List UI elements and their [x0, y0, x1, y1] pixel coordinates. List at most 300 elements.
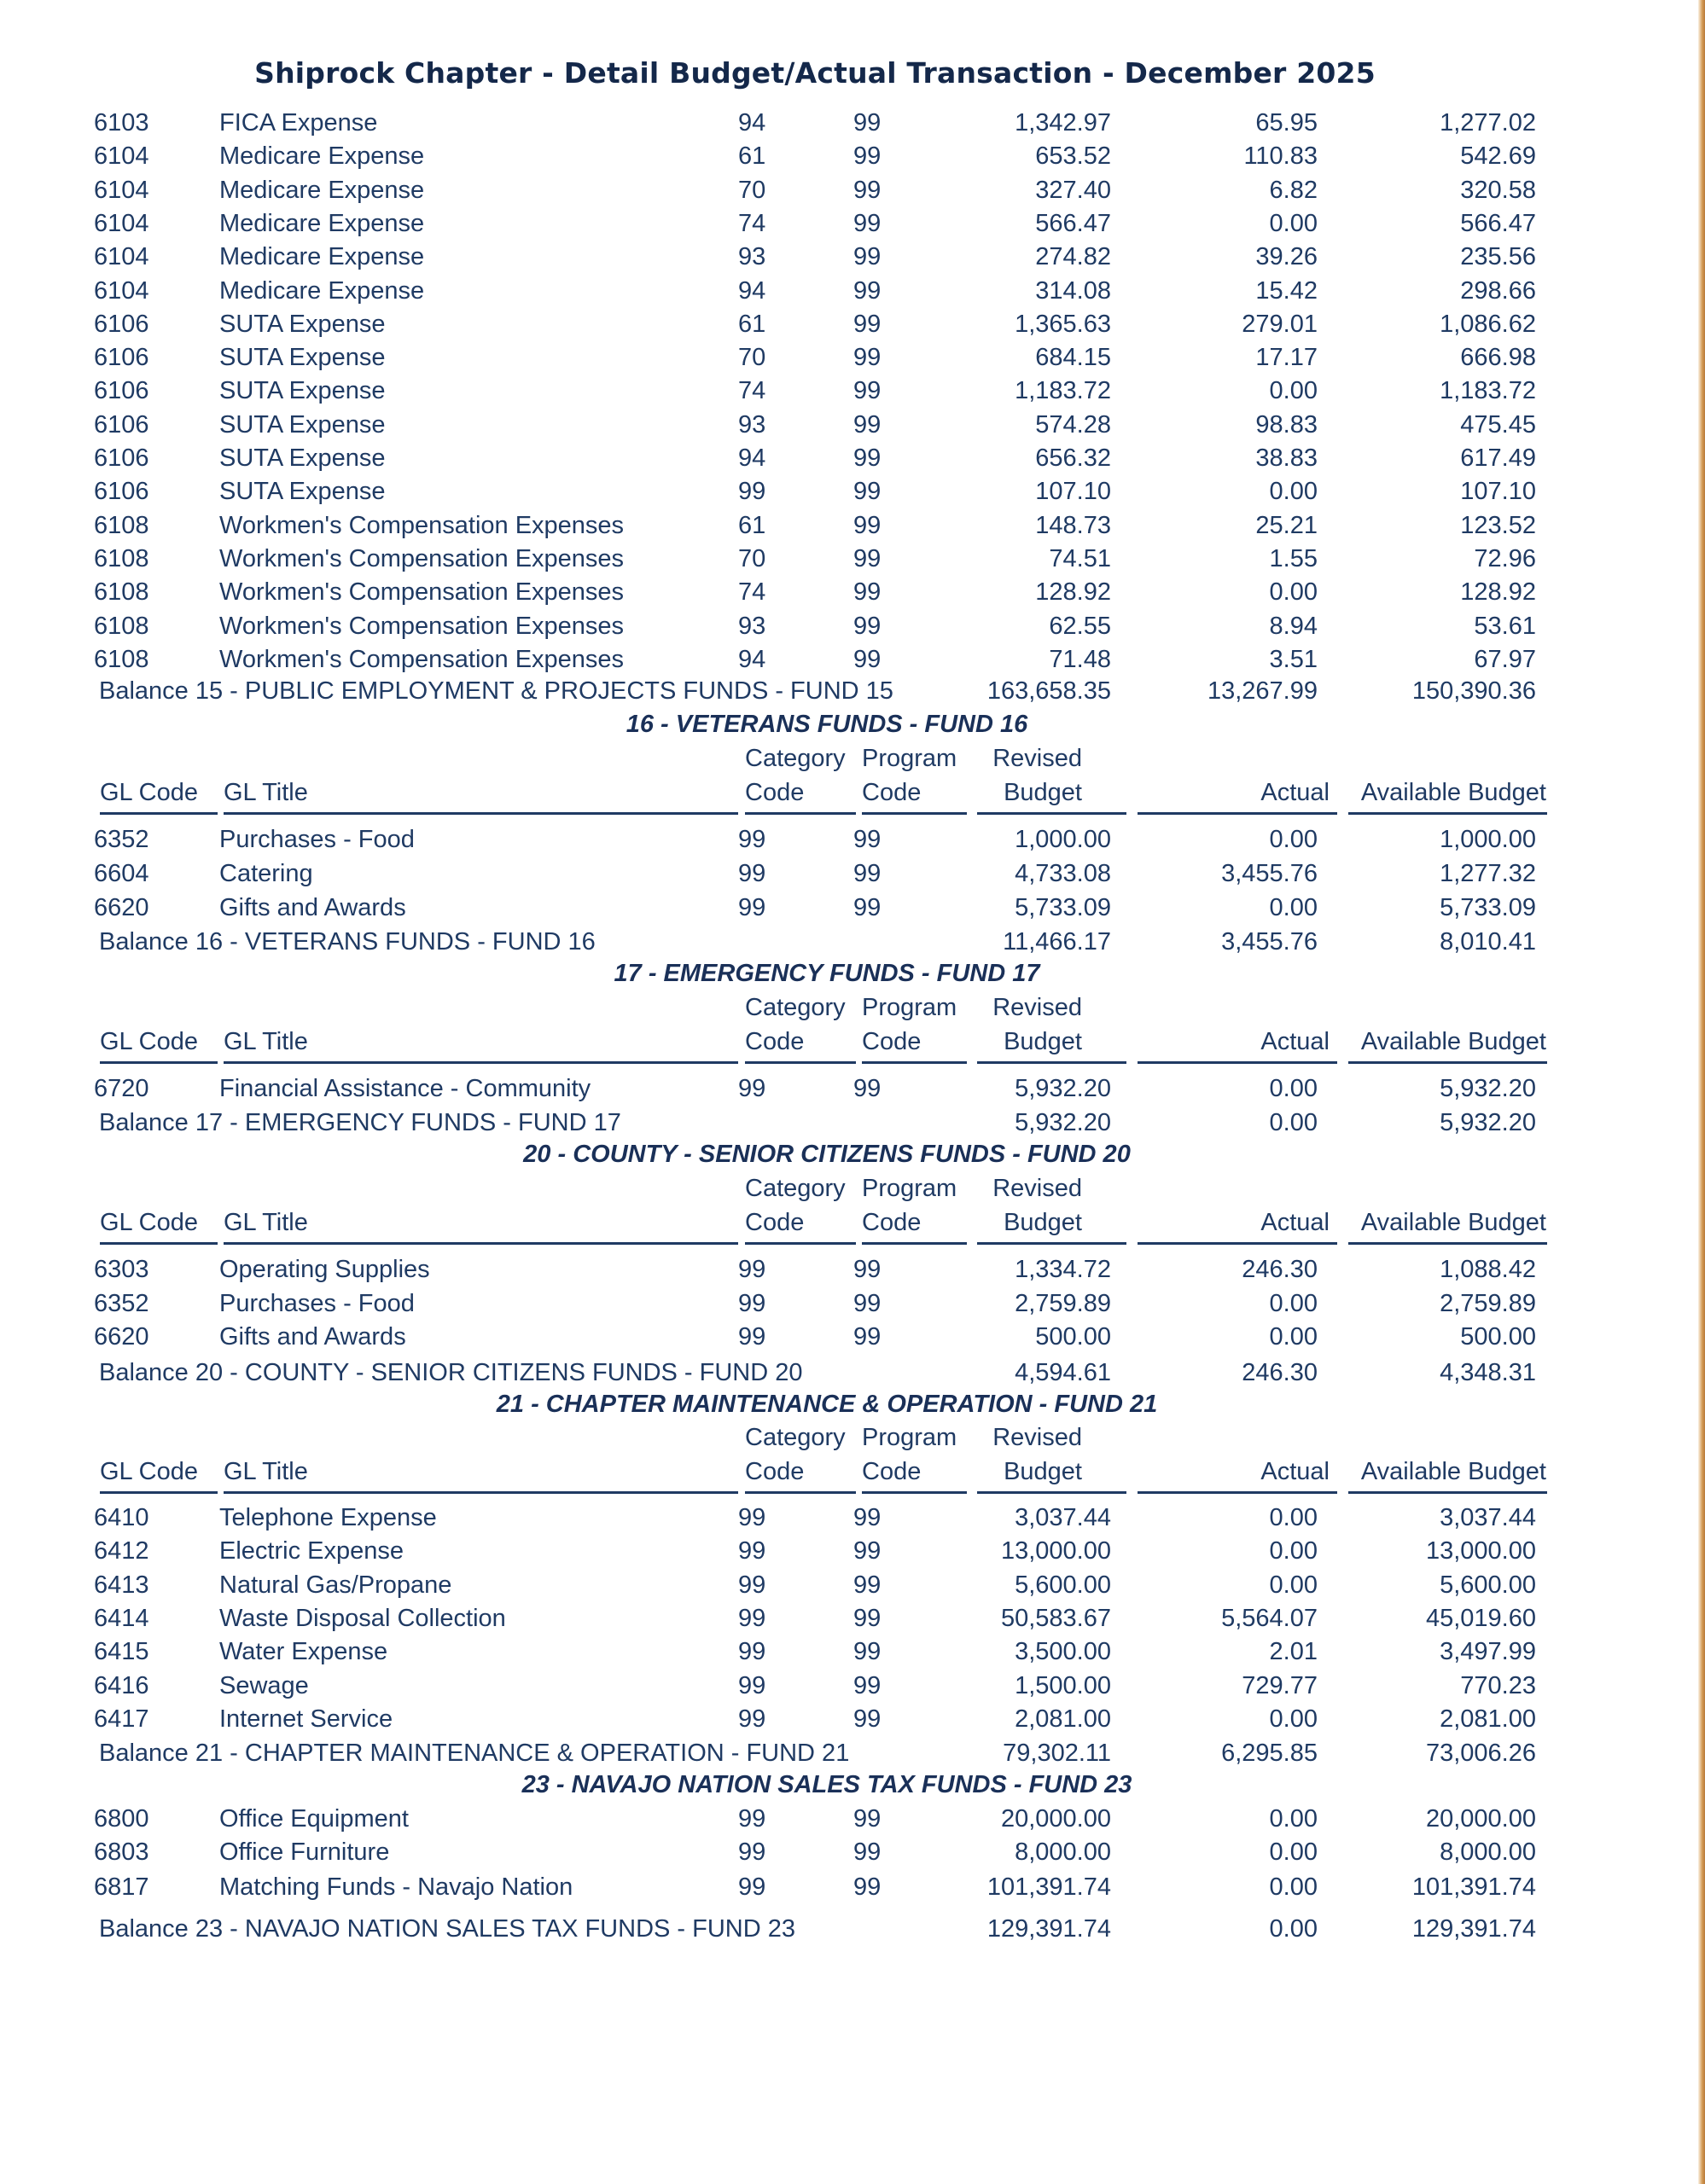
- available-budget-cell: 53.61: [1474, 612, 1536, 640]
- gl-title-cell: Sewage: [219, 1671, 309, 1699]
- program-code-cell: 99: [853, 109, 882, 136]
- actual-cell: 2.01: [1269, 1638, 1318, 1666]
- available-budget-cell: 3,037.44: [1440, 1504, 1536, 1531]
- program-header-top: Program: [862, 1424, 957, 1451]
- category-code-cell: 93: [738, 410, 766, 439]
- header-rule: [745, 1242, 856, 1245]
- revised-header-top: Revised: [992, 1175, 1082, 1202]
- gl-title-cell: Office Furniture: [219, 1838, 390, 1866]
- gl-title-cell: Matching Funds - Navajo Nation: [219, 1873, 573, 1901]
- balance-available-budget: 5,932.20: [1440, 1109, 1536, 1136]
- revised-budget-cell: 1,334.72: [1015, 1256, 1111, 1283]
- actual-cell: 6.82: [1269, 176, 1318, 204]
- gl-title-cell: FICA Expense: [219, 109, 378, 136]
- gl-title-cell: Water Expense: [219, 1638, 388, 1666]
- header-rule: [745, 812, 856, 815]
- header-rule: [862, 812, 967, 815]
- category-header-top: Category: [745, 745, 846, 772]
- revised-budget-cell: 20,000.00: [1000, 1805, 1111, 1833]
- gl-code-cell: 6414: [94, 1604, 149, 1632]
- program-code-cell: 99: [853, 344, 882, 372]
- fund-heading-text: 21 - CHAPTER MAINTENANCE & OPERATION - FUND 21: [496, 1391, 1158, 1418]
- gl-title-cell: Waste Disposal Collection: [219, 1604, 506, 1632]
- header-rule: [100, 1242, 218, 1245]
- available-budget-cell: 1,277.02: [1440, 109, 1536, 136]
- table-row: [0, 823, 1705, 857]
- gl-title-cell: SUTA Expense: [219, 478, 386, 506]
- available-budget-cell: 666.98: [1460, 344, 1536, 372]
- gl-code-cell: 6604: [94, 860, 149, 887]
- actual-cell: 8.94: [1269, 612, 1318, 640]
- gl-code-cell: 6415: [94, 1638, 149, 1666]
- balance-revised-budget: 79,302.11: [1003, 1740, 1111, 1767]
- fund-heading-text: 17 - EMERGENCY FUNDS - FUND 17: [614, 960, 1040, 987]
- category-code-cell: 99: [738, 894, 766, 921]
- gl-title-cell: Purchases - Food: [219, 826, 415, 853]
- program-code-cell: 99: [853, 511, 882, 539]
- actual-cell: 0.00: [1269, 894, 1318, 921]
- header-rule: [1348, 1242, 1547, 1245]
- revised-budget-cell: 3,500.00: [1015, 1638, 1111, 1666]
- category-code-cell: 74: [738, 209, 766, 237]
- actual-cell: 279.01: [1242, 310, 1318, 338]
- program-code-cell: 99: [853, 544, 882, 572]
- revised-budget-cell: 74.51: [1049, 544, 1111, 572]
- header-rule: [745, 1061, 856, 1064]
- table-row: [0, 610, 1705, 643]
- table-row: [0, 442, 1705, 475]
- category-code-cell: 99: [738, 1604, 766, 1632]
- category-code-cell: 93: [738, 243, 766, 271]
- header-rule: [745, 1491, 856, 1494]
- header-rule: [1138, 1491, 1337, 1494]
- actual-cell: 25.21: [1255, 511, 1318, 539]
- table-row: [0, 1502, 1705, 1535]
- table-row: [0, 509, 1705, 543]
- revised-budget-cell: 8,000.00: [1015, 1838, 1111, 1866]
- header-rule: [977, 812, 1126, 815]
- category-code-cell: 61: [738, 511, 766, 539]
- program-code-cell: 99: [853, 894, 882, 921]
- revised-budget-cell: 50,583.67: [1000, 1604, 1111, 1632]
- gl-title-cell: Medicare Expense: [219, 209, 425, 237]
- actual-cell: 0.00: [1269, 478, 1318, 506]
- category-header-bottom: Code: [745, 1458, 805, 1485]
- program-code-cell: 99: [853, 377, 882, 405]
- gl-title-cell: SUTA Expense: [219, 410, 386, 439]
- gl-title-cell: Workmen's Compensation Expenses: [219, 645, 625, 673]
- header-rule: [224, 1242, 738, 1245]
- revised-budget-cell: 274.82: [1035, 243, 1111, 271]
- actual-cell: 1.55: [1269, 544, 1318, 572]
- gl-code-cell: 6106: [94, 310, 149, 338]
- column-header: [0, 992, 1705, 1069]
- header-rule: [100, 1491, 218, 1494]
- header-rule: [1138, 1061, 1337, 1064]
- revised-budget-cell: 5,600.00: [1015, 1571, 1111, 1599]
- revised-budget-cell: 107.10: [1035, 478, 1111, 506]
- table-row: [0, 1836, 1705, 1869]
- category-code-cell: 99: [738, 1075, 766, 1102]
- category-code-cell: 70: [738, 544, 766, 572]
- balance-label: Balance 15 - PUBLIC EMPLOYMENT & PROJECTS FUNDS - FUND 15: [99, 677, 893, 705]
- gl-title-cell: Medicare Expense: [219, 243, 425, 271]
- balance-label: Balance 23 - NAVAJO NATION SALES TAX FUNDS - FUND 23: [99, 1915, 795, 1943]
- category-code-cell: 94: [738, 276, 766, 305]
- actual-cell: 15.42: [1255, 276, 1318, 305]
- available-budget-cell: 617.49: [1460, 444, 1536, 472]
- available-budget-cell: 3,497.99: [1440, 1638, 1536, 1666]
- revised-budget-cell: 71.48: [1049, 645, 1111, 673]
- category-code-cell: 99: [738, 478, 766, 506]
- table-row: [0, 1072, 1705, 1106]
- gl-code-cell: 6108: [94, 511, 149, 539]
- program-code-cell: 99: [853, 1289, 882, 1317]
- table-row: [0, 1321, 1705, 1354]
- actual-cell: 3.51: [1269, 645, 1318, 673]
- header-rule: [862, 1061, 967, 1064]
- gl-code-cell: 6106: [94, 377, 149, 405]
- available-header: Available Budget: [1360, 1458, 1546, 1485]
- table-row: [0, 543, 1705, 576]
- revised-budget-cell: 13,000.00: [1000, 1537, 1111, 1565]
- gl-title-cell: Workmen's Compensation Expenses: [219, 511, 625, 539]
- table-row: [0, 1670, 1705, 1703]
- program-code-cell: 99: [853, 1671, 882, 1699]
- table-row: [0, 241, 1705, 274]
- revised-budget-cell: 4,733.08: [1015, 860, 1111, 887]
- gl-title-header: GL Title: [224, 1458, 308, 1485]
- available-budget-cell: 500.00: [1460, 1323, 1536, 1350]
- category-header-top: Category: [745, 994, 846, 1021]
- revised-budget-cell: 101,391.74: [986, 1873, 1111, 1901]
- gl-code-cell: 6416: [94, 1671, 149, 1699]
- balance-revised-budget: 11,466.17: [1003, 928, 1111, 956]
- gl-code-cell: 6106: [94, 444, 149, 472]
- fund-heading-text: 23 - NAVAJO NATION SALES TAX FUNDS - FUND 23: [521, 1771, 1132, 1798]
- category-header-bottom: Code: [745, 1209, 805, 1236]
- available-budget-cell: 45,019.60: [1425, 1604, 1536, 1632]
- balance-revised-budget: 163,658.35: [986, 677, 1111, 705]
- category-code-cell: 74: [738, 578, 766, 607]
- header-rule: [1138, 1242, 1337, 1245]
- table-row: [0, 1703, 1705, 1736]
- gl-title-cell: SUTA Expense: [219, 377, 386, 405]
- revised-budget-cell: 653.52: [1035, 142, 1111, 171]
- actual-cell: 98.83: [1255, 410, 1318, 439]
- gl-title-cell: Electric Expense: [219, 1537, 404, 1565]
- category-code-cell: 70: [738, 344, 766, 372]
- gl-code-cell: 6106: [94, 344, 149, 372]
- gl-code-cell: 6106: [94, 478, 149, 506]
- actual-cell: 110.83: [1243, 142, 1318, 171]
- available-budget-cell: 20,000.00: [1425, 1805, 1536, 1833]
- gl-title-cell: Natural Gas/Propane: [219, 1571, 452, 1599]
- program-code-cell: 99: [853, 1873, 882, 1901]
- revised-budget-cell: 5,733.09: [1015, 894, 1111, 921]
- program-header-bottom: Code: [862, 1028, 922, 1055]
- category-code-cell: 99: [738, 1571, 766, 1599]
- category-code-cell: 99: [738, 1289, 766, 1317]
- actual-cell: 0.00: [1269, 377, 1318, 405]
- gl-code-header: GL Code: [100, 1458, 198, 1485]
- actual-cell: 65.95: [1255, 109, 1318, 136]
- gl-title-cell: Financial Assistance - Community: [219, 1075, 591, 1102]
- actual-cell: 0.00: [1269, 1323, 1318, 1350]
- header-rule: [224, 1491, 738, 1494]
- table-row: [0, 1253, 1705, 1287]
- gl-title-header: GL Title: [224, 1028, 308, 1055]
- gl-code-cell: 6104: [94, 243, 149, 271]
- balance-revised-budget: 129,391.74: [986, 1915, 1111, 1943]
- program-code-cell: 99: [853, 1504, 882, 1531]
- category-code-cell: 93: [738, 612, 766, 640]
- program-code-cell: 99: [853, 1805, 882, 1833]
- category-code-cell: 99: [738, 1537, 766, 1565]
- category-code-cell: 61: [738, 310, 766, 338]
- available-budget-cell: 235.56: [1460, 243, 1536, 271]
- balance-actual: 246.30: [1242, 1359, 1318, 1386]
- gl-title-cell: Office Equipment: [219, 1805, 409, 1833]
- category-code-cell: 70: [738, 176, 766, 204]
- available-budget-cell: 1,183.72: [1440, 377, 1536, 405]
- available-budget-cell: 123.52: [1460, 511, 1536, 539]
- gl-title-cell: Operating Supplies: [219, 1256, 430, 1283]
- fund-heading-text: 16 - VETERANS FUNDS - FUND 16: [626, 711, 1028, 738]
- gl-title-cell: Telephone Expense: [219, 1504, 437, 1531]
- gl-code-cell: 6413: [94, 1571, 149, 1599]
- revised-budget-cell: 656.32: [1035, 444, 1111, 472]
- program-code-cell: 99: [853, 176, 882, 204]
- gl-title-cell: Internet Service: [219, 1705, 393, 1733]
- program-code-cell: 99: [853, 478, 882, 506]
- available-budget-cell: 2,081.00: [1440, 1705, 1536, 1733]
- gl-code-cell: 6303: [94, 1256, 149, 1283]
- header-rule: [1138, 812, 1337, 815]
- fund-heading: [0, 1771, 1705, 1799]
- table-row: [0, 207, 1705, 241]
- header-rule: [224, 812, 738, 815]
- category-code-cell: 94: [738, 109, 766, 136]
- program-code-cell: 99: [853, 1571, 882, 1599]
- fund-heading: [0, 960, 1705, 988]
- header-rule: [1348, 1061, 1547, 1064]
- page-title: [0, 56, 1705, 90]
- gl-code-cell: 6620: [94, 1323, 149, 1350]
- gl-code-cell: 6720: [94, 1075, 149, 1102]
- gl-title-cell: Catering: [219, 860, 313, 887]
- program-header-bottom: Code: [862, 1458, 922, 1485]
- header-rule: [862, 1242, 967, 1245]
- actual-cell: 5,564.07: [1221, 1604, 1318, 1632]
- actual-cell: 39.26: [1255, 243, 1318, 271]
- balance-row: [0, 1107, 1705, 1140]
- revised-budget-cell: 314.08: [1035, 276, 1111, 305]
- table-row: [0, 475, 1705, 508]
- category-code-cell: 99: [738, 860, 766, 887]
- category-code-cell: 99: [738, 1323, 766, 1350]
- available-budget-cell: 8,000.00: [1440, 1838, 1536, 1866]
- gl-title-cell: Purchases - Food: [219, 1289, 415, 1317]
- gl-title-cell: SUTA Expense: [219, 444, 386, 472]
- available-budget-cell: 1,000.00: [1440, 826, 1536, 853]
- actual-cell: 38.83: [1255, 444, 1318, 472]
- program-code-cell: 99: [853, 410, 882, 439]
- category-code-cell: 99: [738, 1873, 766, 1901]
- gl-code-cell: 6104: [94, 176, 149, 204]
- actual-cell: 17.17: [1255, 344, 1318, 372]
- gl-code-cell: 6103: [94, 109, 149, 136]
- column-header: [0, 1173, 1705, 1250]
- table-row: [0, 1535, 1705, 1568]
- table-row: [0, 107, 1705, 140]
- available-budget-cell: 128.92: [1460, 578, 1536, 607]
- balance-label: Balance 21 - CHAPTER MAINTENANCE & OPERATION - FUND 21: [99, 1740, 850, 1767]
- column-header: [0, 1422, 1705, 1499]
- balance-row: [0, 926, 1705, 959]
- actual-cell: 0.00: [1269, 1873, 1318, 1901]
- category-code-cell: 99: [738, 1638, 766, 1666]
- gl-code-cell: 6803: [94, 1838, 149, 1866]
- actual-header: Actual: [1260, 1458, 1330, 1485]
- revised-budget-cell: 684.15: [1035, 344, 1111, 372]
- fund-heading-text: 20 - COUNTY - SENIOR CITIZENS FUNDS - FUND 20: [523, 1141, 1131, 1168]
- revised-header-top: Revised: [992, 994, 1082, 1021]
- actual-cell: 0.00: [1269, 209, 1318, 237]
- balance-label: Balance 17 - EMERGENCY FUNDS - FUND 17: [99, 1109, 621, 1136]
- available-budget-cell: 72.96: [1474, 544, 1536, 572]
- header-rule: [100, 1061, 218, 1064]
- gl-code-cell: 6412: [94, 1537, 149, 1565]
- gl-code-cell: 6352: [94, 1289, 149, 1317]
- program-header-bottom: Code: [862, 779, 922, 806]
- revised-header-top: Revised: [992, 745, 1082, 772]
- category-code-cell: 74: [738, 377, 766, 405]
- balance-row: [0, 675, 1705, 708]
- available-budget-cell: 5,733.09: [1440, 894, 1536, 921]
- program-code-cell: 99: [853, 444, 882, 472]
- gl-code-cell: 6104: [94, 209, 149, 237]
- revised-budget-cell: 148.73: [1035, 511, 1111, 539]
- actual-header: Actual: [1260, 1209, 1330, 1236]
- available-budget-cell: 475.45: [1460, 410, 1536, 439]
- program-code-cell: 99: [853, 578, 882, 607]
- gl-code-cell: 6417: [94, 1705, 149, 1733]
- category-code-cell: 99: [738, 1504, 766, 1531]
- gl-code-cell: 6108: [94, 612, 149, 640]
- balance-row: [0, 1913, 1705, 1946]
- program-code-cell: 99: [853, 645, 882, 673]
- actual-cell: 0.00: [1269, 1805, 1318, 1833]
- fund-heading: [0, 1391, 1705, 1419]
- available-budget-cell: 1,088.42: [1440, 1256, 1536, 1283]
- program-code-cell: 99: [853, 1075, 882, 1102]
- table-row: [0, 341, 1705, 375]
- header-rule: [224, 1061, 738, 1064]
- category-code-cell: 61: [738, 142, 766, 171]
- revised-header-top: Revised: [992, 1424, 1082, 1451]
- balance-label: Balance 20 - COUNTY - SENIOR CITIZENS FUNDS - FUND 20: [99, 1359, 803, 1386]
- program-code-cell: 99: [853, 1537, 882, 1565]
- program-code-cell: 99: [853, 860, 882, 887]
- category-code-cell: 99: [738, 1256, 766, 1283]
- actual-cell: 0.00: [1269, 1537, 1318, 1565]
- revised-budget-cell: 128.92: [1035, 578, 1111, 607]
- actual-cell: 0.00: [1269, 1289, 1318, 1317]
- revised-budget-cell: 500.00: [1035, 1323, 1111, 1350]
- category-code-cell: 99: [738, 1671, 766, 1699]
- header-rule: [977, 1061, 1126, 1064]
- gl-code-cell: 6108: [94, 544, 149, 572]
- actual-cell: 3,455.76: [1221, 860, 1318, 887]
- category-header-top: Category: [745, 1175, 846, 1202]
- available-budget-cell: 1,086.62: [1440, 310, 1536, 338]
- actual-cell: 246.30: [1242, 1256, 1318, 1283]
- gl-code-cell: 6104: [94, 276, 149, 305]
- balance-revised-budget: 5,932.20: [1015, 1109, 1111, 1136]
- actual-cell: 0.00: [1269, 826, 1318, 853]
- balance-available-budget: 4,348.31: [1440, 1359, 1536, 1386]
- revised-budget-cell: 5,932.20: [1015, 1075, 1111, 1102]
- program-code-cell: 99: [853, 276, 882, 305]
- program-header-top: Program: [862, 1175, 957, 1202]
- program-code-cell: 99: [853, 142, 882, 171]
- available-budget-cell: 5,600.00: [1440, 1571, 1536, 1599]
- category-header-bottom: Code: [745, 779, 805, 806]
- gl-code-cell: 6800: [94, 1805, 149, 1833]
- revised-header-bottom: Budget: [1004, 779, 1082, 806]
- revised-header-bottom: Budget: [1004, 1209, 1082, 1236]
- revised-budget-cell: 1,000.00: [1015, 826, 1111, 853]
- balance-available-budget: 129,391.74: [1411, 1915, 1536, 1943]
- table-row: [0, 892, 1705, 925]
- actual-cell: 0.00: [1269, 1838, 1318, 1866]
- table-row: [0, 1803, 1705, 1836]
- table-row: [0, 576, 1705, 609]
- revised-budget-cell: 574.28: [1035, 410, 1111, 439]
- table-row: [0, 174, 1705, 207]
- balance-available-budget: 73,006.26: [1425, 1740, 1536, 1767]
- gl-code-header: GL Code: [100, 1209, 198, 1236]
- available-budget-cell: 101,391.74: [1411, 1873, 1536, 1901]
- table-row: [0, 275, 1705, 308]
- gl-title-cell: Medicare Expense: [219, 142, 425, 171]
- column-header: [0, 743, 1705, 820]
- revised-budget-cell: 1,365.63: [1015, 310, 1111, 338]
- table-row: [0, 857, 1705, 891]
- program-code-cell: 99: [853, 1323, 882, 1350]
- table-row: [0, 1569, 1705, 1602]
- program-code-cell: 99: [853, 1705, 882, 1733]
- category-code-cell: 94: [738, 444, 766, 472]
- gl-title-cell: SUTA Expense: [219, 344, 386, 372]
- table-row: [0, 375, 1705, 408]
- actual-cell: 0.00: [1269, 1075, 1318, 1102]
- gl-title-cell: Medicare Expense: [219, 176, 425, 204]
- gl-code-cell: 6106: [94, 410, 149, 439]
- program-code-cell: 99: [853, 1256, 882, 1283]
- category-code-cell: 94: [738, 645, 766, 673]
- revised-budget-cell: 1,183.72: [1015, 377, 1111, 405]
- program-code-cell: 99: [853, 1638, 882, 1666]
- program-code-cell: 99: [853, 310, 882, 338]
- program-header-bottom: Code: [862, 1209, 922, 1236]
- available-budget-cell: 67.97: [1474, 645, 1536, 673]
- table-row: [0, 1287, 1705, 1321]
- available-budget-cell: 13,000.00: [1425, 1537, 1536, 1565]
- fund-heading: [0, 711, 1705, 739]
- actual-cell: 0.00: [1269, 1504, 1318, 1531]
